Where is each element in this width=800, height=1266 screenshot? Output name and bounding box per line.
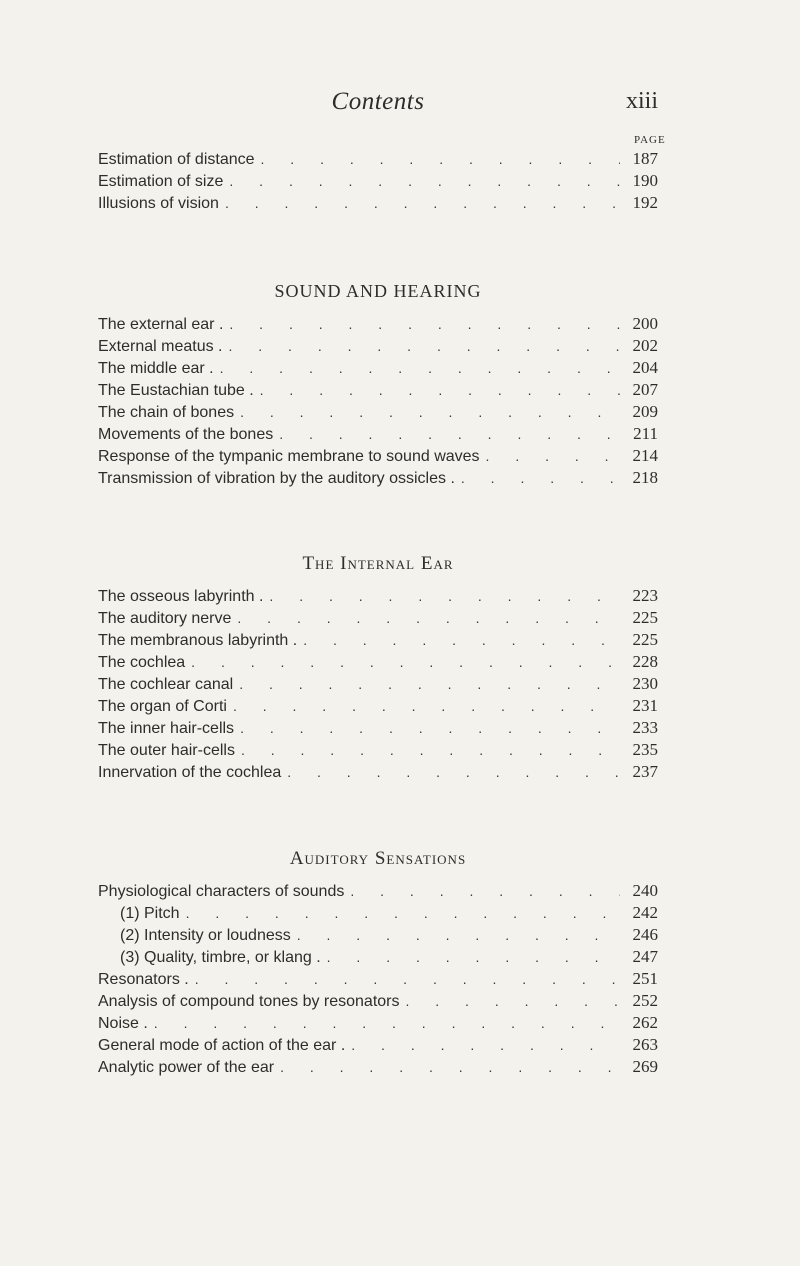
dot-leader xyxy=(191,651,620,673)
toc-entry-label: The osseous labyrinth . xyxy=(98,588,264,605)
dot-leader xyxy=(279,423,620,445)
toc-entry-page: 211 xyxy=(633,424,658,443)
toc-entry xyxy=(98,761,658,783)
toc-entry xyxy=(98,695,658,717)
dot-leader xyxy=(261,148,620,170)
dot-leader xyxy=(229,170,620,192)
toc-entry-page: 263 xyxy=(632,1035,658,1054)
dot-leader xyxy=(327,946,620,968)
section-heading-internal-ear: The Internal Ear xyxy=(302,553,454,574)
toc-entry-page: 223 xyxy=(632,586,658,605)
header-title: Contents xyxy=(331,88,425,115)
toc-entry xyxy=(98,902,658,924)
toc-entry-page: 218 xyxy=(632,468,658,487)
toc-entry xyxy=(98,467,658,489)
toc-entry-page: 247 xyxy=(632,947,658,966)
dot-leader xyxy=(297,924,620,946)
toc-entry xyxy=(98,629,658,651)
toc-entry-label: The inner hair-cells xyxy=(98,720,235,737)
toc-entry-page: 228 xyxy=(632,652,658,671)
toc-entry-label: The chain of bones xyxy=(98,404,235,421)
toc-entry-page: 202 xyxy=(632,336,658,355)
toc-entry xyxy=(98,880,658,902)
toc-entry-label: The organ of Corti xyxy=(98,698,227,715)
dot-leader xyxy=(237,607,620,629)
toc-group-internal-ear xyxy=(98,585,658,783)
toc-entry-label: The external ear . xyxy=(98,316,224,333)
toc-entry xyxy=(98,990,658,1012)
toc-entry xyxy=(98,607,658,629)
toc-entry-label: Analysis of compound tones by resonators xyxy=(98,993,400,1010)
toc-entry-page: 225 xyxy=(632,608,658,627)
toc-entry-label: Illusions of vision xyxy=(98,195,219,212)
toc-entry-label: Estimation of size xyxy=(98,173,224,190)
header-page-number: xiii xyxy=(625,88,658,114)
toc-entry-label: Innervation of the cochlea xyxy=(98,764,282,781)
toc-entry-label: The cochlea xyxy=(98,654,186,671)
dot-leader xyxy=(220,357,620,379)
toc-entry xyxy=(98,401,658,423)
toc-entry xyxy=(98,1012,658,1034)
toc-entry-label: The membranous labyrinth . xyxy=(98,632,298,649)
toc-group-auditory-sensations xyxy=(98,880,658,1078)
toc-entry-label: Physiological characters of sounds xyxy=(98,883,345,900)
toc-entry-label: Response of the tympanic membrane to sound waves xyxy=(98,448,480,465)
toc-entry-label: (2) Intensity or loudness xyxy=(120,927,291,944)
toc-entry-page: 242 xyxy=(632,903,658,922)
dot-leader xyxy=(486,445,620,467)
toc-entry xyxy=(98,148,658,170)
toc-entry-page: 225 xyxy=(632,630,658,649)
toc-entry xyxy=(98,1034,658,1056)
toc-entry-label: General mode of action of the ear . xyxy=(98,1037,346,1054)
toc-group-vision xyxy=(98,148,658,214)
dot-leader xyxy=(225,192,620,214)
section-heading-sound-and-hearing: SOUND AND HEARING xyxy=(274,281,482,301)
toc-entry xyxy=(98,585,658,607)
toc-entry-label: Resonators . xyxy=(98,971,189,988)
toc-entry-page: 204 xyxy=(632,358,658,377)
toc-entry-page: 231 xyxy=(632,696,658,715)
section-heading-auditory-sensations: Auditory Sensations xyxy=(289,848,467,869)
toc-entry-page: 240 xyxy=(632,881,658,900)
toc-entry-page: 237 xyxy=(632,762,658,781)
dot-leader xyxy=(241,739,620,761)
toc-entry-label: Analytic power of the ear xyxy=(98,1059,275,1076)
dot-leader xyxy=(280,1056,620,1078)
dot-leader xyxy=(229,313,620,335)
toc-entry-label: Transmission of vibration by the auditory ossicles . xyxy=(98,470,455,487)
toc-entry-label: External meatus . xyxy=(98,338,223,355)
dot-leader xyxy=(233,695,620,717)
toc-entry-page: 269 xyxy=(632,1057,658,1076)
page-column-label: PAGE xyxy=(634,134,666,146)
toc-entry-page: 246 xyxy=(632,925,658,944)
toc-entry-page: 187 xyxy=(632,149,658,168)
toc-entry-page: 190 xyxy=(632,171,658,190)
toc-entry-label: (1) Pitch xyxy=(120,905,180,922)
dot-leader xyxy=(269,585,620,607)
toc-entry-label: Movements of the bones xyxy=(98,426,274,443)
dot-leader xyxy=(154,1012,620,1034)
toc-entry-label: The middle ear . xyxy=(98,360,214,377)
dot-leader xyxy=(229,335,621,357)
dot-leader xyxy=(239,673,620,695)
toc-entry-label: The Eustachian tube . xyxy=(98,382,254,399)
toc-entry-label: (3) Quality, timbre, or klang . xyxy=(120,949,321,966)
toc-entry xyxy=(98,739,658,761)
toc-entry-page: 235 xyxy=(632,740,658,759)
toc-entry xyxy=(98,335,658,357)
toc-entry-page: 209 xyxy=(632,402,658,421)
toc-entry xyxy=(98,357,658,379)
dot-leader xyxy=(303,629,620,651)
toc-entry-page: 252 xyxy=(632,991,658,1010)
toc-entry xyxy=(98,673,658,695)
toc-entry xyxy=(98,717,658,739)
toc-entry xyxy=(98,1056,658,1078)
toc-entry-page: 192 xyxy=(632,193,658,212)
toc-entry-page: 200 xyxy=(632,314,658,333)
toc-entry-page: 262 xyxy=(632,1013,658,1032)
toc-entry xyxy=(98,651,658,673)
toc-entry xyxy=(98,423,658,445)
toc-entry-label: Noise . xyxy=(98,1015,148,1032)
running-header xyxy=(98,88,658,118)
dot-leader xyxy=(195,968,620,990)
toc-entry xyxy=(98,379,658,401)
dot-leader xyxy=(350,880,620,902)
dot-leader xyxy=(240,717,620,739)
toc-entry xyxy=(98,924,658,946)
dot-leader xyxy=(351,1034,620,1056)
toc-group-ear xyxy=(98,313,658,489)
dot-leader xyxy=(461,467,620,489)
toc-entry-label: The cochlear canal xyxy=(98,676,234,693)
toc-entry xyxy=(98,192,658,214)
dot-leader xyxy=(287,761,620,783)
dot-leader xyxy=(406,990,621,1012)
toc-entry-label: Estimation of distance xyxy=(98,151,255,168)
toc-entry-page: 233 xyxy=(632,718,658,737)
toc-entry xyxy=(98,313,658,335)
toc-entry-page: 207 xyxy=(632,380,658,399)
toc-entry-label: The auditory nerve xyxy=(98,610,232,627)
dot-leader xyxy=(260,379,620,401)
toc-entry xyxy=(98,170,658,192)
dot-leader xyxy=(240,401,620,423)
dot-leader xyxy=(186,902,620,924)
toc-entry xyxy=(98,946,658,968)
toc-entry xyxy=(98,968,658,990)
toc-entry-page: 214 xyxy=(632,446,658,465)
toc-entry-page: 251 xyxy=(632,969,658,988)
toc-entry-label: The outer hair-cells xyxy=(98,742,235,759)
toc-entry-page: 230 xyxy=(632,674,658,693)
toc-entry xyxy=(98,445,658,467)
